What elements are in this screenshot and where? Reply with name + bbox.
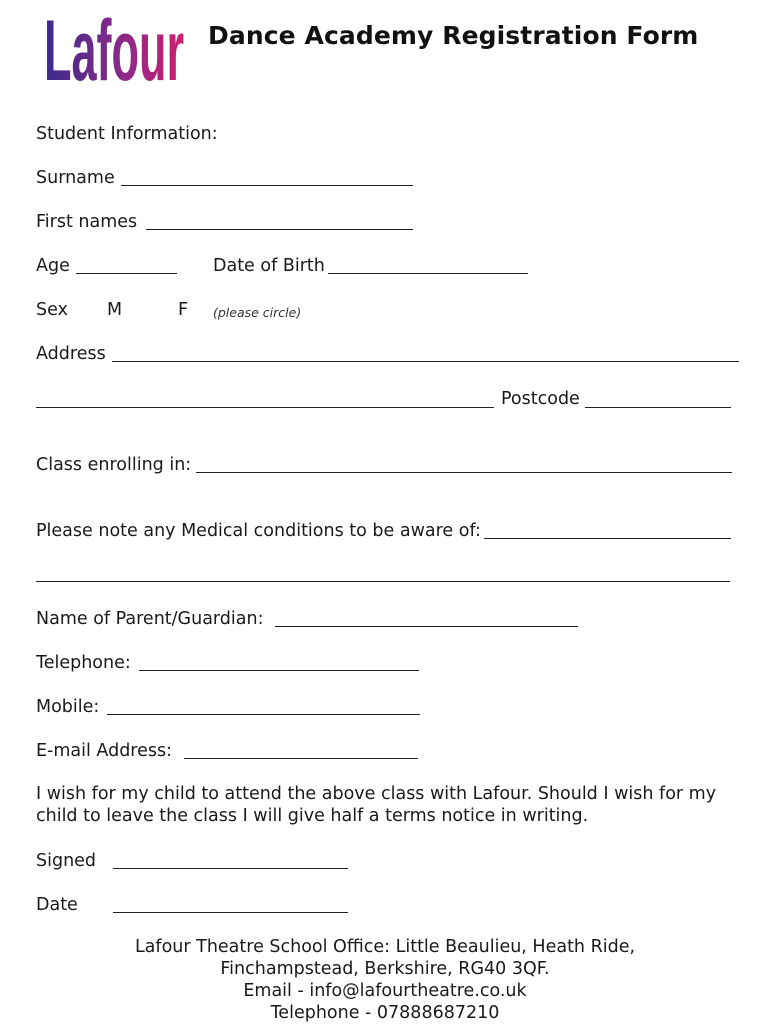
first-names-label: First names bbox=[36, 212, 138, 232]
footer-email: Email - info@lafourtheatre.co.uk bbox=[243, 981, 527, 1001]
form-title: Dance Academy Registration Form bbox=[208, 21, 699, 50]
class-field[interactable] bbox=[196, 472, 732, 473]
medical-field-line-2[interactable] bbox=[36, 581, 730, 582]
logo-wordmark: Lafour bbox=[44, 3, 184, 99]
footer-contact bbox=[0, 936, 770, 1024]
dob-label: Date of Birth bbox=[213, 256, 325, 276]
postcode-field[interactable] bbox=[585, 407, 731, 408]
consent-text: I wish for my child to attend the above class with Lafour. Should I wish for my child to leave the class I will give half a terms notice in writing. bbox=[36, 784, 717, 826]
footer-address-line-2: Finchampstead, Berkshire, RG40 3QF. bbox=[220, 959, 550, 979]
age-field[interactable] bbox=[76, 273, 177, 274]
parent-field[interactable] bbox=[275, 626, 578, 627]
postcode-label: Postcode bbox=[501, 389, 580, 409]
footer-address-line-1: Lafour Theatre School Office: Little Beaulieu, Heath Ride, bbox=[134, 937, 636, 957]
telephone-label: Telephone: bbox=[36, 653, 131, 673]
class-label: Class enrolling in: bbox=[36, 455, 192, 475]
age-label: Age bbox=[36, 256, 70, 276]
date-field[interactable] bbox=[113, 912, 348, 913]
mobile-label: Mobile: bbox=[36, 697, 100, 717]
address-label: Address bbox=[36, 344, 106, 364]
signed-label: Signed bbox=[36, 851, 97, 871]
medical-label: Please note any Medical conditions to be aware of: bbox=[36, 521, 481, 541]
telephone-field[interactable] bbox=[139, 670, 419, 671]
surname-field[interactable] bbox=[121, 185, 413, 186]
email-label: E-mail Address: bbox=[36, 741, 173, 761]
sex-label: Sex bbox=[36, 300, 68, 320]
logo-graphic bbox=[44, 3, 186, 99]
date-label: Date bbox=[36, 895, 78, 915]
surname-label: Surname bbox=[36, 168, 115, 188]
address-field-line-2[interactable] bbox=[36, 407, 494, 408]
sex-option-m[interactable]: M bbox=[107, 300, 123, 320]
sex-option-f[interactable]: F bbox=[178, 300, 189, 320]
mobile-field[interactable] bbox=[107, 714, 420, 715]
medical-field-line-1[interactable] bbox=[484, 538, 731, 539]
lafour-logo bbox=[44, 3, 186, 99]
email-field[interactable] bbox=[184, 758, 418, 759]
first-names-field[interactable] bbox=[146, 229, 413, 230]
parent-label: Name of Parent/Guardian: bbox=[36, 609, 264, 629]
sex-note: (please circle) bbox=[213, 305, 302, 320]
footer-telephone: Telephone - 07888687210 bbox=[270, 1003, 500, 1023]
signature-field[interactable] bbox=[113, 868, 348, 869]
section-heading-student-info: Student Information: bbox=[36, 124, 218, 144]
address-field-line-1[interactable] bbox=[112, 361, 739, 362]
dob-field[interactable] bbox=[328, 273, 528, 274]
